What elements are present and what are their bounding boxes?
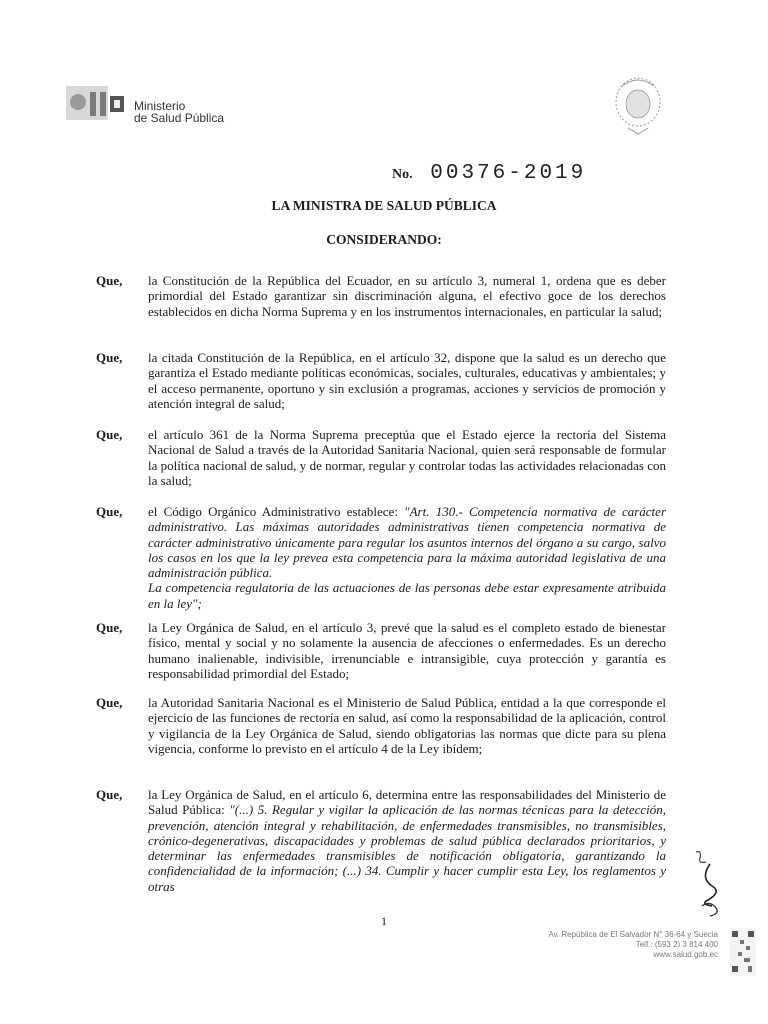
- paragraph-text: la citada Constitución de la República, en el artículo 32, dispone que la salud es un derecho que garantiza el Estado mediante políticas económicas, sociales, culturales, educativas y ambientales; y el acceso permanente, oportuno y sin exclusión a programas, acciones y servicios de promoción y atención integral de salud;: [148, 350, 666, 411]
- coat-of-arms-icon: [608, 72, 668, 138]
- paragraph-text-intro: la Ley Orgánica de Salud, en el artículo 6, determina entre las responsabilidades del Ministerio de Salud Pública:: [148, 787, 666, 818]
- signature-icon: [690, 848, 730, 920]
- paragraph-text: el artículo 361 de la Norma Suprema preceptúa que el Estado ejerce la rectoría del Sistema Nacional de Salud a través de la Autoridad Sanitaria Nacional, quien será responsable de formular la política nacional de salud, y de normar, regular y controlar todas las actividades relacionadas con la salud;: [148, 427, 666, 488]
- paragraph-label: Que,: [96, 620, 123, 635]
- document-number-label: No.: [392, 167, 413, 182]
- paragraph-text: [148, 504, 666, 611]
- ministry-name-line1: Ministerio: [134, 99, 186, 113]
- paragraph-label: Que,: [96, 273, 123, 288]
- ministry-logo: [64, 78, 234, 126]
- footer-phone-line: Telf.: (593 2) 3 814 400: [635, 940, 718, 949]
- ministry-name-line2: de Salud Pública: [134, 111, 225, 125]
- document-number: [392, 162, 586, 185]
- paragraph-text: la Constitución de la República del Ecuador, en su artículo 3, numeral 1, ordena que es deber primordial del Estado garantizar sin discriminación alguna, el efectivo goce de los derechos establecidos en dicha Norma Suprema y en los instrumentos internacionales, en particular la salud;: [148, 273, 666, 319]
- paragraph-quote-continued: La competencia regulatoria de las actuaciones de las personas debe estar expresamente atribuida en la ley";: [148, 580, 666, 611]
- paragraph-label: Que,: [96, 427, 123, 442]
- document-number-value: 00376-2019: [430, 162, 587, 185]
- paragraph-text: [148, 787, 666, 894]
- footer-website-line: www.salud.gob.ec: [653, 950, 718, 959]
- paragraph-text-intro: el Código Orgánico Administrativo establece:: [148, 504, 405, 519]
- qr-code-icon: [730, 928, 756, 976]
- paragraph-label: Que,: [96, 504, 123, 519]
- footer-address-line: Av. República de El Salvador N° 36-64 y Suecia: [548, 930, 718, 939]
- paragraph-label: Que,: [96, 787, 123, 802]
- paragraph-label: Que,: [96, 695, 123, 710]
- document-title: LA MINISTRA DE SALUD PÚBLICA: [271, 198, 497, 213]
- paragraph-quote: "(...) 5. Regular y vigilar la aplicación de las normas técnicas para la detección, prevención, atención integral y rehabilitación, de enfermedades transmisibles, no transmisibles, crónico-degenerativas, discapacidades y problemas de salud pública declarados prioritarios, y determinar las enfermedades transmisibles de notificación obligatoria, garantizando la confidencialidad de la información; (...) 34. Cumplir y hacer cumplir esta Ley, los reglamentos y otras: [148, 802, 666, 894]
- footer-address: [548, 930, 718, 960]
- msp-logo-icon: [64, 78, 128, 126]
- page-number: 1: [381, 914, 387, 928]
- paragraph-label: Que,: [96, 350, 123, 365]
- document-subtitle: CONSIDERANDO:: [326, 232, 442, 247]
- paragraph-text: la Autoridad Sanitaria Nacional es el Ministerio de Salud Pública, entidad a la que corresponde el ejercicio de las funciones de rectoría en salud, así como la responsabilidad de la aplicación, control y vigilancia de la Ley Orgánica de Salud, siendo obligatorias las normas que dicte para su plena vigencia, conforme lo previsto en el artículo 4 de la Ley ibídem;: [148, 695, 666, 756]
- paragraph-text: la Ley Orgánica de Salud, en el artículo 3, prevé que la salud es el completo estado de bienestar físico, mental y social y no solamente la ausencia de afecciones o enfermedades. Es un derecho humano inalienable, indivisible, irrenunciable e intransigible, cuya protección y garantía es responsabilidad primordial del Estado;: [148, 620, 666, 681]
- paragraph-quote: "Art. 130.- Competencia normativa de carácter administrativo. Las máximas autoridades administrativas tienen competencia normativa de carácter administrativo únicamente para regular los asuntos internos del órgano a su cargo, salvo los casos en los que la ley prevea esta competencia para la máxima autoridad legislativa de una administración pública.: [148, 504, 667, 581]
